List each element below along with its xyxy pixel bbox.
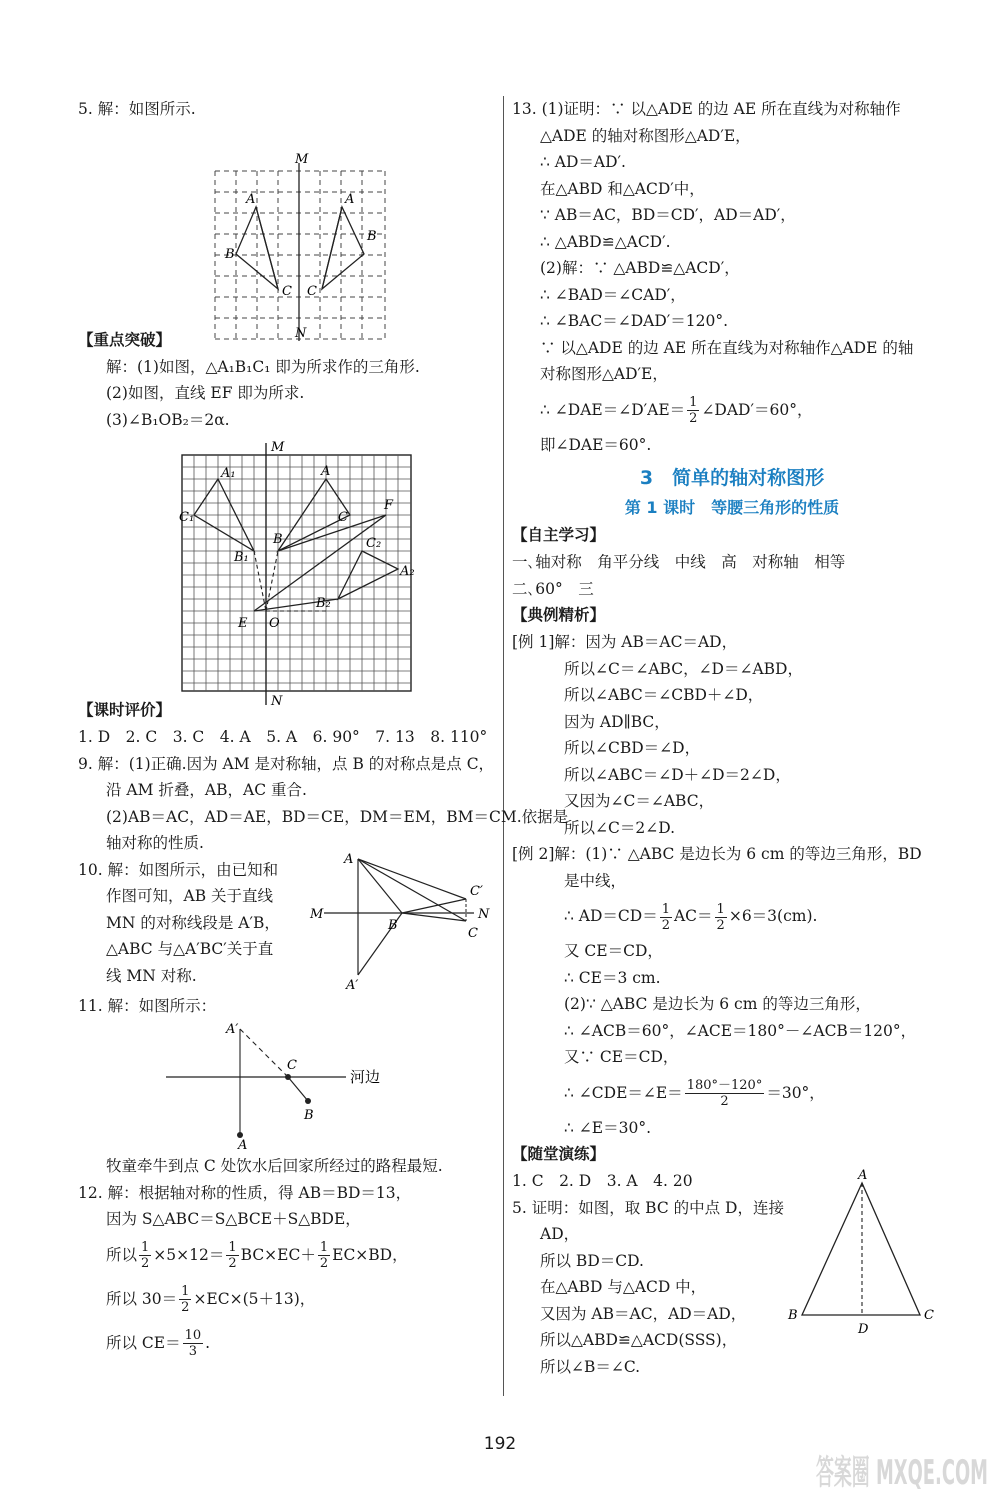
fig4-label-A: A xyxy=(238,1138,248,1153)
answer-13-line11: 对称图形△AD′E， xyxy=(540,365,668,383)
practice-answers-1-4: 1. C 2. D 3. A 4. 20 xyxy=(512,1172,693,1190)
example-2-line3 xyxy=(512,894,952,938)
answer-13-line9: ∴ ∠BAC＝∠DAD′＝120°. xyxy=(540,312,729,330)
answer-13-line10: ∵ 以△ADE 的边 AE 所在直线为对称轴作△ADE 的轴 xyxy=(540,338,914,357)
kp-answer-3: (3)∠B₁OB₂＝2α. xyxy=(106,410,230,429)
fig2-label-O: O xyxy=(269,616,280,631)
eval-answer-10-line3: MN 的对称线段是 A′B， xyxy=(106,913,280,932)
denominator: 2 xyxy=(689,411,698,426)
example-1-line7: 又因为∠C＝∠ABC， xyxy=(564,792,715,810)
text: 所以 30＝ xyxy=(106,1289,178,1308)
practice-5-line1: 5. 证明：如图，取 BC 的中点 D，连接 xyxy=(512,1198,784,1217)
text: 所以 CE＝ xyxy=(106,1333,181,1352)
text: BC×EC＋ xyxy=(240,1245,316,1264)
kp-answer-2: (2)如图，直线 EF 即为所求. xyxy=(106,384,305,402)
column-divider xyxy=(503,96,504,1396)
fig3-label-Aprime: A′ xyxy=(346,977,359,993)
fraction xyxy=(660,902,672,933)
heading-lesson-evaluation: 【课时评价】 xyxy=(78,701,172,719)
heading-self-study: 【自主学习】 xyxy=(512,526,606,544)
page-number: 192 xyxy=(483,1434,517,1454)
numerator: 1 xyxy=(319,1240,329,1255)
eval-answer-12-line5 xyxy=(78,1321,498,1365)
eval-answer-11-conclusion: 牧童牵牛到点 C 处饮水后回家所经过的路程最短. xyxy=(106,1157,443,1175)
fig5-label-B: B xyxy=(788,1307,798,1323)
fig2-label-B: B xyxy=(273,532,283,547)
practice-5-line6: 所以△ABD≌△ACD(SSS)， xyxy=(540,1331,738,1349)
fig1-label-M: M xyxy=(295,151,309,167)
fig2-label-M: M xyxy=(271,440,285,455)
eval-answer-12-line4 xyxy=(78,1277,498,1321)
heading-practice: 【随堂演练】 xyxy=(512,1145,606,1163)
fraction xyxy=(183,1328,204,1359)
numerator: 10 xyxy=(184,1328,202,1343)
text: ×5×12＝ xyxy=(153,1245,225,1264)
fraction xyxy=(139,1240,151,1271)
fig2-label-B1: B₁ xyxy=(234,550,249,565)
numerator: 1 xyxy=(689,395,698,410)
text: AC＝ xyxy=(673,907,713,925)
eval-answer-12-line2: 因为 S△ABC＝S△BCE＋S△BDE， xyxy=(106,1210,361,1228)
fig2-label-C2: C₂ xyxy=(366,536,382,551)
denominator: 2 xyxy=(181,1300,190,1315)
eval-answer-11: 11. 解：如图所示： xyxy=(78,996,217,1015)
fraction xyxy=(687,395,699,426)
fig3-label-B: B xyxy=(388,917,398,933)
fig3-label-C: C xyxy=(468,925,478,941)
example-2-line1: [例 2]解：(1)∵ △ABC 是边长为 6 cm 的等边三角形，BD xyxy=(512,845,922,863)
text: ×6＝3(cm). xyxy=(728,907,818,925)
practice-5-line7: 所以∠B＝∠C. xyxy=(540,1357,641,1376)
fig2-label-C: C xyxy=(338,510,348,525)
fig2-label-C1: C₁ xyxy=(179,510,195,525)
fig5-label-C: C xyxy=(924,1307,934,1323)
fig2-label-A1: A₁ xyxy=(221,466,236,481)
denominator: 2 xyxy=(319,1256,329,1271)
heading-examples: 【典例精析】 xyxy=(512,606,606,624)
heading-key-breakthrough: 【重点突破】 xyxy=(78,330,172,349)
practice-5-line5: 又因为 AB＝AC，AD＝AD， xyxy=(540,1304,747,1323)
eval-answer-10-line2: 作图可知，AB 关于直线 xyxy=(106,887,274,905)
eval-answer-10-line1: 10. 解：如图所示，由已知和 xyxy=(78,860,279,879)
fig4-label-Aprime: A′ xyxy=(226,1022,239,1037)
numerator: 1 xyxy=(716,901,725,917)
practice-5-line2: AD， xyxy=(540,1225,580,1243)
example-2-line4: 又 CE＝CD， xyxy=(564,942,663,960)
practice-5-line4: 在△ABD 与△ACD 中， xyxy=(540,1278,707,1296)
answer-13-line7: (2)解：∵ △ABD≌△ACD′， xyxy=(540,259,740,277)
fraction xyxy=(179,1284,191,1315)
text: ＝30°， xyxy=(766,1083,825,1102)
example-1-line8: 所以∠C＝2∠D. xyxy=(564,818,675,837)
figure-river-shortest-path xyxy=(78,1019,498,1153)
fig3-label-M: M xyxy=(310,906,324,922)
answer-13-line8: ∴ ∠BAD＝∠CAD′， xyxy=(540,285,686,304)
eval-answer-9-line2: 沿 AM 折叠，AB，AC 重合. xyxy=(106,781,307,799)
figure-grid-reflection xyxy=(78,435,498,709)
example-1-line4: 因为 AD∥BC， xyxy=(564,712,670,731)
denominator: 2 xyxy=(661,917,670,933)
numerator: 1 xyxy=(228,1240,237,1255)
numerator: 1 xyxy=(181,1284,190,1299)
numerator: 180°－120° xyxy=(686,1078,763,1093)
text: ∴ AD＝CD＝ xyxy=(564,907,658,925)
fig4-label-B: B xyxy=(304,1108,314,1123)
eval-answer-10 xyxy=(78,851,498,993)
fig2-label-E: E xyxy=(238,616,248,631)
eval-answer-9-line4: 轴对称的性质. xyxy=(106,834,204,852)
text: ∴ ∠DAE＝∠D′AE＝ xyxy=(540,400,686,419)
self-study-1: 一､轴对称 角平分线 中线 高 对称轴 相等 xyxy=(512,553,846,571)
self-study-2: 二､60° 三 xyxy=(512,579,594,598)
answer-13-line1: 13. (1)证明：∵ 以△ADE 的边 AE 所在直线为对称轴作 xyxy=(512,100,901,118)
example-1-line1: [例 1]解：因为 AB＝AC＝AD， xyxy=(512,633,738,651)
answer-13-line13: 即∠DAE＝60°. xyxy=(540,435,652,454)
fig4-label-river: 河边 xyxy=(350,1068,381,1086)
eval-answer-10-line5: 线 MN 对称. xyxy=(106,966,197,985)
denominator: 2 xyxy=(716,917,725,933)
fig5-label-D: D xyxy=(858,1321,869,1337)
eval-answers-1-8: 1. D 2. C 3. C 4. A 5. A 6. 90° 7. 13 8. 110° xyxy=(78,728,488,746)
example-2-line2: 是中线， xyxy=(564,871,627,890)
fig5-label-A: A xyxy=(858,1167,868,1183)
fig3-label-Cprime: C′ xyxy=(470,883,483,899)
fig2-label-F: F xyxy=(384,498,394,513)
text: EC×BD， xyxy=(332,1245,408,1264)
answer-13-line12 xyxy=(512,388,952,432)
example-1-line6: 所以∠ABC＝∠D＋∠D＝2∠D， xyxy=(564,765,791,784)
figure-mn-symmetry xyxy=(306,849,496,999)
watermark-text: 答案圈 MXQE.COM xyxy=(816,1453,988,1493)
answer-13-line6: ∴ △ABD≌△ACD′. xyxy=(540,232,671,251)
text: . xyxy=(205,1333,211,1352)
eval-answer-9-line1: 9. 解：(1)正确.因为 AM 是对称轴，点 B 的对称点是点 C， xyxy=(78,754,495,773)
fig2-label-B2: B₂ xyxy=(316,596,331,611)
fig1-label-C: C xyxy=(282,283,292,299)
fig1-label-A1: A xyxy=(246,191,256,207)
text: ∴ ∠CDE＝∠E＝ xyxy=(564,1083,683,1102)
text: ×EC×(5＋13)， xyxy=(193,1289,316,1308)
example-2-line9 xyxy=(512,1071,952,1115)
example-2-line8: 又∵ CE＝CD， xyxy=(564,1048,679,1066)
fig2-label-A: A xyxy=(321,464,331,479)
lesson-title: 第 1 课时 等腰三角形的性质 xyxy=(624,498,840,517)
right-column xyxy=(512,96,952,1385)
answer-13-line2: △ADE 的轴对称图形△AD′E， xyxy=(540,126,751,145)
example-2-line6: (2)∵ △ABC 是边长为 6 cm 的等边三角形， xyxy=(564,995,871,1013)
section-title: 3 简单的轴对称图形 xyxy=(639,467,825,489)
eval-answer-9-line3: (2)AB＝AC，AD＝AE，BD＝CE，DM＝EM，BM＝CM.依据是 xyxy=(106,807,569,826)
answer-13-line3: ∴ AD＝AD′. xyxy=(540,153,626,171)
answer-13-line5: ∵ AB＝AC，BD＝CD′，AD＝AD′， xyxy=(540,206,796,224)
denominator: 3 xyxy=(188,1344,198,1359)
fig1-label-B: B xyxy=(225,246,235,262)
fraction xyxy=(715,902,727,933)
fraction xyxy=(685,1078,765,1109)
fig1-label-N: N xyxy=(295,325,307,341)
numerator: 1 xyxy=(141,1240,150,1255)
fig1-label-A1-right: A xyxy=(345,191,355,207)
text: 所以 xyxy=(106,1245,138,1264)
eval-answer-12-line1: 12. 解：根据轴对称的性质，得 AB＝BD＝13， xyxy=(78,1183,412,1202)
fig3-label-A: A xyxy=(344,851,354,867)
watermark-logo xyxy=(812,1440,992,1504)
answer-13-line4: 在△ABD 和△ACD′中， xyxy=(540,179,705,198)
example-2-line7: ∴ ∠ACB＝60°，∠ACE＝180°－∠ACB＝120°， xyxy=(564,1021,917,1040)
practice-5-line3: 所以 BD＝CD. xyxy=(540,1251,644,1270)
fig2-label-A2: A₂ xyxy=(400,564,415,579)
eval-answer-12-line3 xyxy=(78,1233,498,1277)
example-1-line3: 所以∠ABC＝∠CBD＋∠D， xyxy=(564,686,764,704)
eval-answer-10-line4: △ABC 与△A′BC′关于直 xyxy=(106,940,274,958)
text: ∠DAD′＝60°， xyxy=(701,400,813,419)
fig3-label-N: N xyxy=(478,906,490,922)
example-2-line5: ∴ CE＝3 cm. xyxy=(564,968,661,987)
example-2-line10: ∴ ∠E＝30°. xyxy=(564,1118,651,1137)
denominator: 2 xyxy=(720,1094,729,1109)
fig4-label-C: C xyxy=(287,1058,297,1073)
answer-5: 5. 解：如图所示. xyxy=(78,100,196,118)
fig1-label-C1: C xyxy=(307,283,317,299)
fig2-label-N: N xyxy=(271,694,283,709)
example-1-line5: 所以∠CBD＝∠D， xyxy=(564,739,701,757)
denominator: 2 xyxy=(141,1256,150,1271)
example-1-line2: 所以∠C＝∠ABC，∠D＝∠ABD， xyxy=(564,659,803,678)
fraction xyxy=(226,1240,238,1271)
figure-isosceles-triangle xyxy=(782,1167,952,1342)
kp-answer-1: 解：(1)如图，△A₁B₁C₁ 即为所求作的三角形. xyxy=(106,357,420,376)
denominator: 2 xyxy=(228,1256,237,1271)
numerator: 1 xyxy=(661,901,670,917)
fraction xyxy=(318,1240,330,1271)
fig1-label-B1: B xyxy=(367,228,377,244)
